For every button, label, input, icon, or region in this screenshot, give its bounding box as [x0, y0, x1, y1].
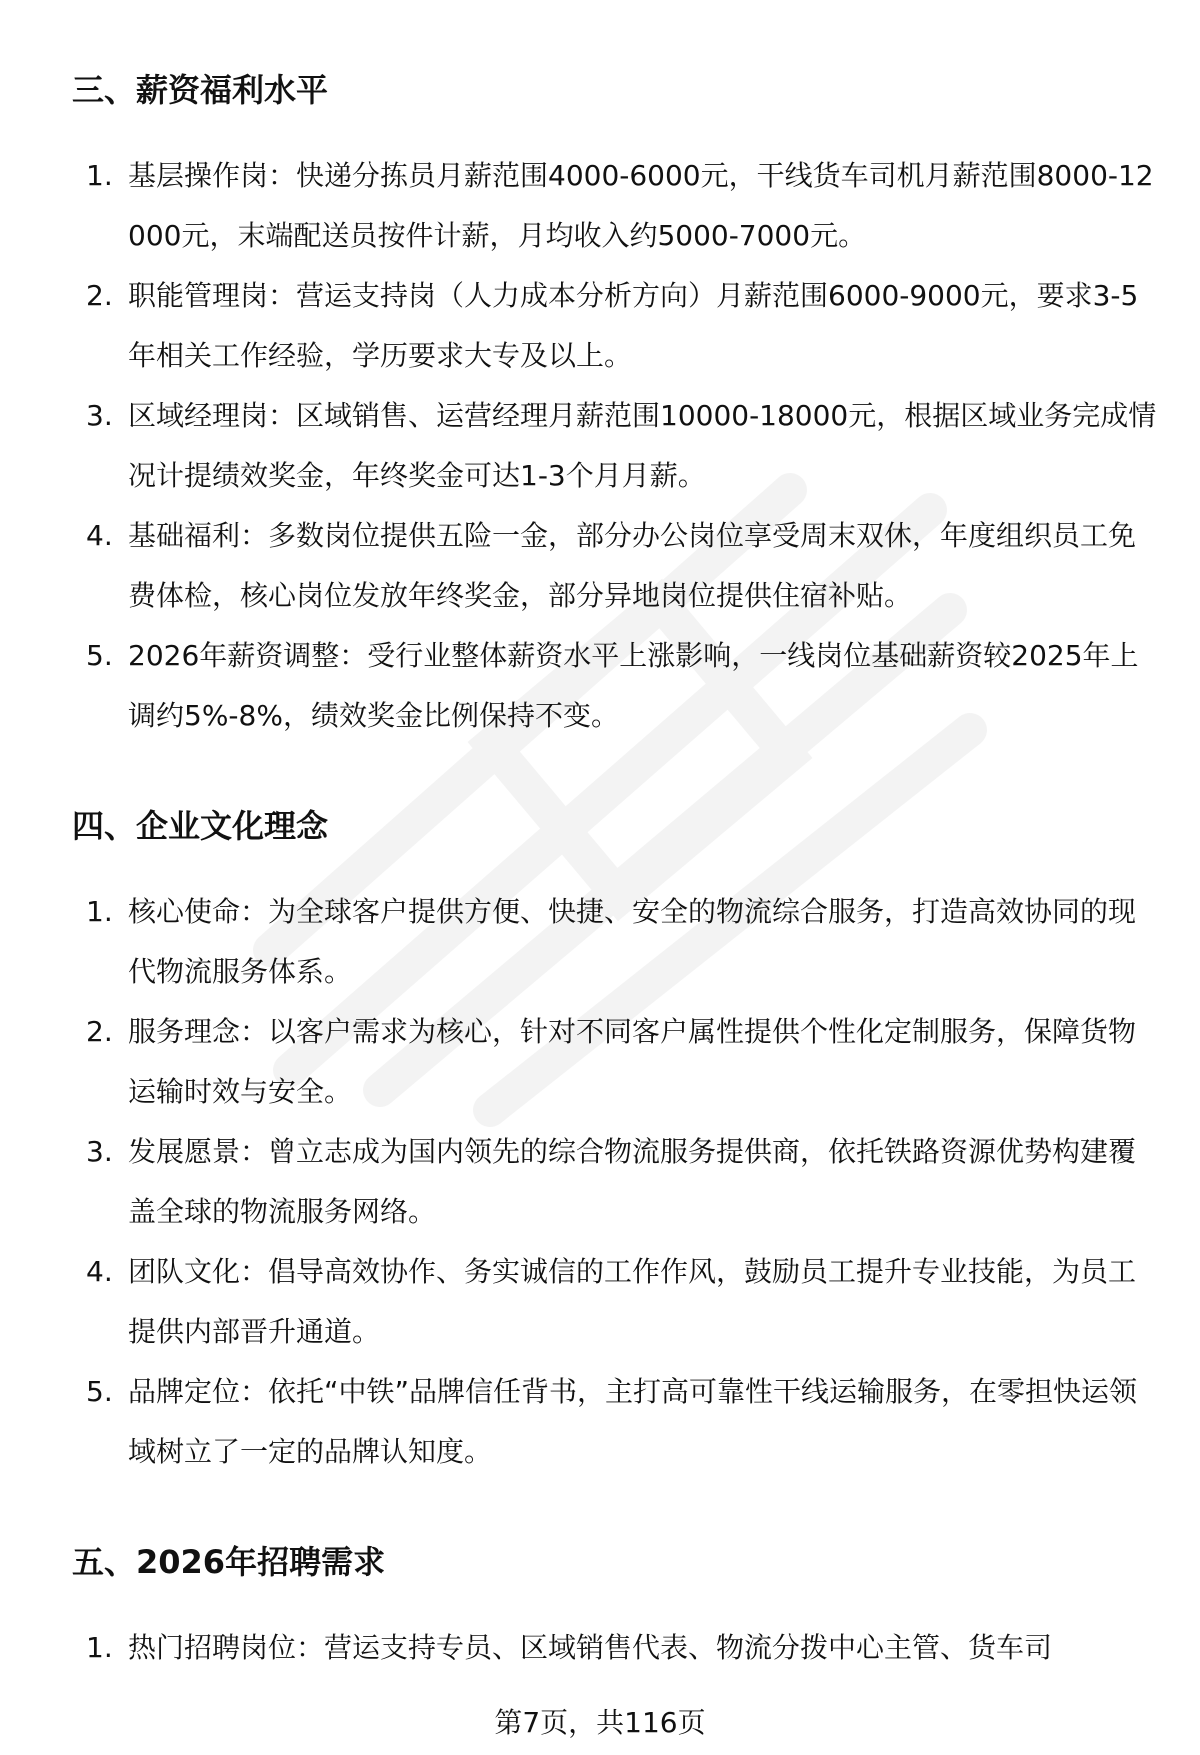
item-text: 品牌定位：依托“中铁”品牌信任背书，主打高可靠性干线运输服务，在零担快运领域树立了一定的品牌认知度。 [128, 1375, 1138, 1468]
list-item [72, 1122, 1162, 1242]
item-text: 发展愿景：曾立志成为国内领先的综合物流服务提供商，依托铁路资源优势构建覆盖全球的物流服务网络。 [128, 1135, 1137, 1228]
section-salary-benefits [72, 68, 1162, 732]
list-item [72, 1362, 1162, 1482]
item-number: 2. [86, 279, 113, 312]
item-list [72, 146, 1162, 746]
list-item [72, 882, 1162, 1002]
list-item [72, 1618, 1162, 1678]
item-number: 5. [86, 639, 113, 672]
item-number: 3. [86, 399, 113, 432]
item-number: 4. [86, 1255, 113, 1288]
item-number: 4. [86, 519, 113, 552]
item-list [72, 882, 1162, 1482]
list-item [72, 626, 1162, 746]
item-text: 热门招聘岗位：营运支持专员、区域销售代表、物流分拨中心主管、货车司 [128, 1631, 1053, 1664]
page-number-footer: 第7页，共116页 [494, 1706, 706, 1739]
item-text: 服务理念：以客户需求为核心，针对不同客户属性提供个性化定制服务，保障货物运输时效与安全。 [128, 1015, 1137, 1108]
item-text: 区域经理岗：区域销售、运营经理月薪范围10000-18000元，根据区域业务完成情况计提绩效奖金，年终奖金可达1-3个月月薪。 [128, 399, 1157, 492]
list-item [72, 506, 1162, 626]
section-title: 五、2026年招聘需求 [72, 1543, 386, 1581]
item-text: 核心使命：为全球客户提供方便、快捷、安全的物流综合服务，打造高效协同的现代物流服务体系。 [128, 895, 1137, 988]
item-number: 1. [86, 1631, 113, 1664]
item-text: 团队文化：倡导高效协作、务实诚信的工作作风，鼓励员工提升专业技能，为员工提供内部晋升通道。 [128, 1255, 1137, 1348]
item-number: 1. [86, 895, 113, 928]
section-title: 三、薪资福利水平 [72, 71, 329, 109]
item-text: 职能管理岗：营运支持岗（人力成本分析方向）月薪范围6000-9000元，要求3-5年相关工作经验，学历要求大专及以上。 [128, 279, 1139, 372]
item-number: 5. [86, 1375, 113, 1408]
item-list [72, 1618, 1162, 1678]
item-number: 1. [86, 159, 113, 192]
item-text: 基础福利：多数岗位提供五险一金，部分办公岗位享受周末双休，年度组织员工免费体检，核心岗位发放年终奖金，部分异地岗位提供住宿补贴。 [128, 519, 1137, 612]
list-item [72, 266, 1162, 386]
section-corporate-culture [72, 804, 1162, 1468]
item-number: 2. [86, 1015, 113, 1048]
list-item [72, 1002, 1162, 1122]
section-title: 四、企业文化理念 [72, 807, 329, 845]
list-item [72, 146, 1162, 266]
list-item [72, 1242, 1162, 1362]
list-item [72, 386, 1162, 506]
item-text: 2026年薪资调整：受行业整体薪资水平上涨影响，一线岗位基础薪资较2025年上调约5%-8%，绩效奖金比例保持不变。 [128, 639, 1139, 732]
item-number: 3. [86, 1135, 113, 1168]
section-recruitment-needs [72, 1540, 1162, 1664]
item-text: 基层操作岗：快递分拣员月薪范围4000-6000元，干线货车司机月薪范围8000-12000元，末端配送员按件计薪，月均收入约5000-7000元。 [128, 159, 1154, 252]
